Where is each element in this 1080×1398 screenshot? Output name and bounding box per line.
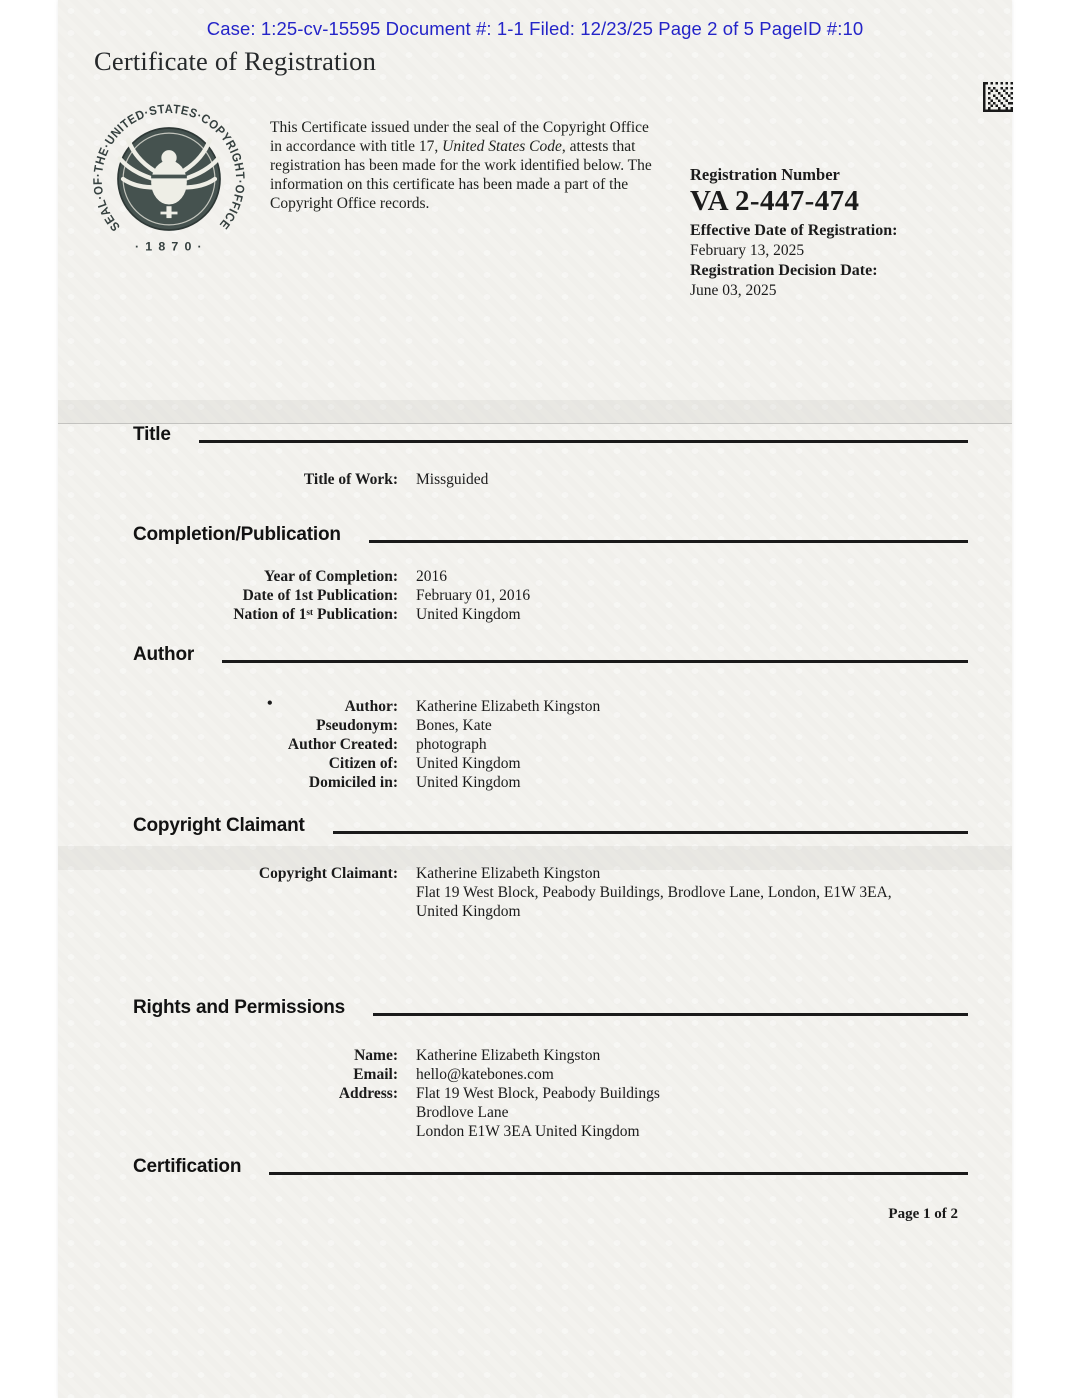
section-heading-rights-permissions	[133, 997, 968, 1019]
effective-date-label: Effective Date of Registration:	[690, 222, 898, 239]
field-label: Nation of 1ˢᵗ Publication:	[233, 606, 398, 623]
section-heading-author	[133, 644, 968, 666]
field-row-address	[58, 1084, 968, 1141]
bullet-marker: •	[267, 695, 273, 712]
field-label: Address:	[338, 1085, 398, 1102]
rights-permissions-rows	[58, 1046, 968, 1141]
copyright-office-seal-icon	[84, 94, 254, 264]
field-label: Author Created:	[287, 736, 398, 753]
section-rule	[333, 831, 968, 834]
section-title-label: Certification	[133, 1156, 242, 1177]
field-row-author	[58, 697, 968, 716]
field-row-domiciled-in	[58, 773, 968, 792]
claimant-country-line: United Kingdom	[416, 903, 521, 920]
section-title-label: Author	[133, 644, 195, 665]
field-value: 2016	[416, 568, 447, 585]
data-matrix-barcode-icon	[983, 82, 1013, 112]
section-rule	[369, 540, 968, 543]
registration-number-value: VA 2-447-474	[690, 185, 860, 217]
page-title: Certificate of Registration	[94, 46, 377, 76]
field-value: Katherine Elizabeth Kingston	[416, 698, 601, 715]
decision-date-label: Registration Decision Date:	[690, 262, 878, 279]
field-value: United Kingdom	[416, 755, 521, 772]
section-title-label: Copyright Claimant	[133, 815, 305, 836]
section-heading-copyright-claimant	[133, 815, 968, 837]
address-line: Brodlove Lane	[416, 1104, 509, 1121]
address-line: Flat 19 West Block, Peabody Buildings	[416, 1085, 660, 1102]
field-row-author-created	[58, 735, 968, 754]
section-rule	[269, 1172, 968, 1175]
seal-year-text: · 1 8 7 0 ·	[134, 239, 204, 254]
field-label: Name:	[354, 1047, 398, 1064]
section-rule	[222, 660, 968, 663]
field-value: Bones, Kate	[416, 717, 492, 734]
field-value: United Kingdom	[416, 606, 521, 623]
author-section-rows	[58, 697, 968, 792]
address-line: London E1W 3EA United Kingdom	[416, 1123, 640, 1140]
field-value: hello@katebones.com	[416, 1066, 554, 1083]
field-label: Title of Work:	[303, 471, 398, 488]
section-rule	[373, 1013, 968, 1016]
document-page	[58, 0, 1012, 1398]
statement-italic-citation: United States Code	[442, 138, 562, 155]
case-caption-header: Case: 1:25-cv-15595 Document #: 1-1 Filed: 12/23/25 Page 2 of 5 PageID #:10	[206, 18, 864, 39]
section-heading-certification	[133, 1156, 968, 1178]
field-value: Missguided	[416, 471, 489, 488]
scan-shade-band	[58, 400, 1012, 424]
registration-number-label: Registration Number	[690, 165, 840, 184]
section-rule	[199, 440, 968, 443]
field-row-email	[58, 1065, 968, 1084]
section-title-label: Title	[133, 424, 171, 445]
section-heading-title	[133, 424, 968, 446]
registration-block	[690, 164, 990, 301]
field-label: Pseudonym:	[316, 717, 398, 734]
decision-date-value: June 03, 2025	[690, 282, 777, 299]
statement-text-continued: , attests that registration has been made for the work identified below. The information on this certificate has been made a part of the Copyright Office records.	[270, 138, 652, 212]
field-label: Copyright Claimant:	[258, 865, 398, 882]
field-row-nation-of-first-publication	[58, 605, 968, 624]
title-section-rows	[58, 470, 968, 489]
field-label: Year of Completion:	[263, 568, 398, 585]
field-row-name	[58, 1046, 968, 1065]
claimant-name-line: Katherine Elizabeth Kingston	[416, 865, 601, 882]
section-heading-completion-publication	[133, 524, 968, 546]
field-row-copyright-claimant	[58, 864, 968, 921]
section-title-label: Completion/Publication	[133, 524, 341, 545]
field-row-year-of-completion	[58, 567, 968, 586]
field-value-multiline	[416, 864, 892, 921]
field-value: February 01, 2016	[416, 587, 531, 604]
field-row-citizen-of	[58, 754, 968, 773]
field-value: United Kingdom	[416, 774, 521, 791]
field-label: Citizen of:	[328, 755, 398, 772]
field-value-multiline	[416, 1084, 660, 1141]
seal-ring-text: SEAL·OF·THE·UNITED·STATES·COPYRIGHT·OFFICE	[90, 101, 248, 234]
field-value: Katherine Elizabeth Kingston	[416, 1047, 601, 1064]
copyright-claimant-rows	[58, 864, 968, 921]
field-row-pseudonym	[58, 716, 968, 735]
field-label: Domiciled in:	[308, 774, 398, 791]
field-row-title-of-work	[58, 470, 968, 489]
effective-date-value: February 13, 2025	[690, 242, 805, 259]
certificate-statement	[270, 118, 655, 213]
field-row-date-of-first-publication	[58, 586, 968, 605]
field-value: photograph	[416, 736, 487, 753]
completion-publication-rows	[58, 567, 968, 624]
section-title-label: Rights and Permissions	[133, 997, 346, 1018]
page-number-indicator: Page 1 of 2	[888, 1206, 958, 1222]
claimant-address-line: Flat 19 West Block, Peabody Buildings, Brodlove Lane, London, E1W 3EA,	[416, 884, 892, 901]
field-label: Email:	[353, 1066, 398, 1083]
statement-text: This Certificate issued under the seal of the Copyright Office in accordance with title 17,	[270, 119, 649, 155]
field-label: Date of 1st Publication:	[242, 587, 398, 604]
field-label: Author:	[344, 698, 398, 715]
